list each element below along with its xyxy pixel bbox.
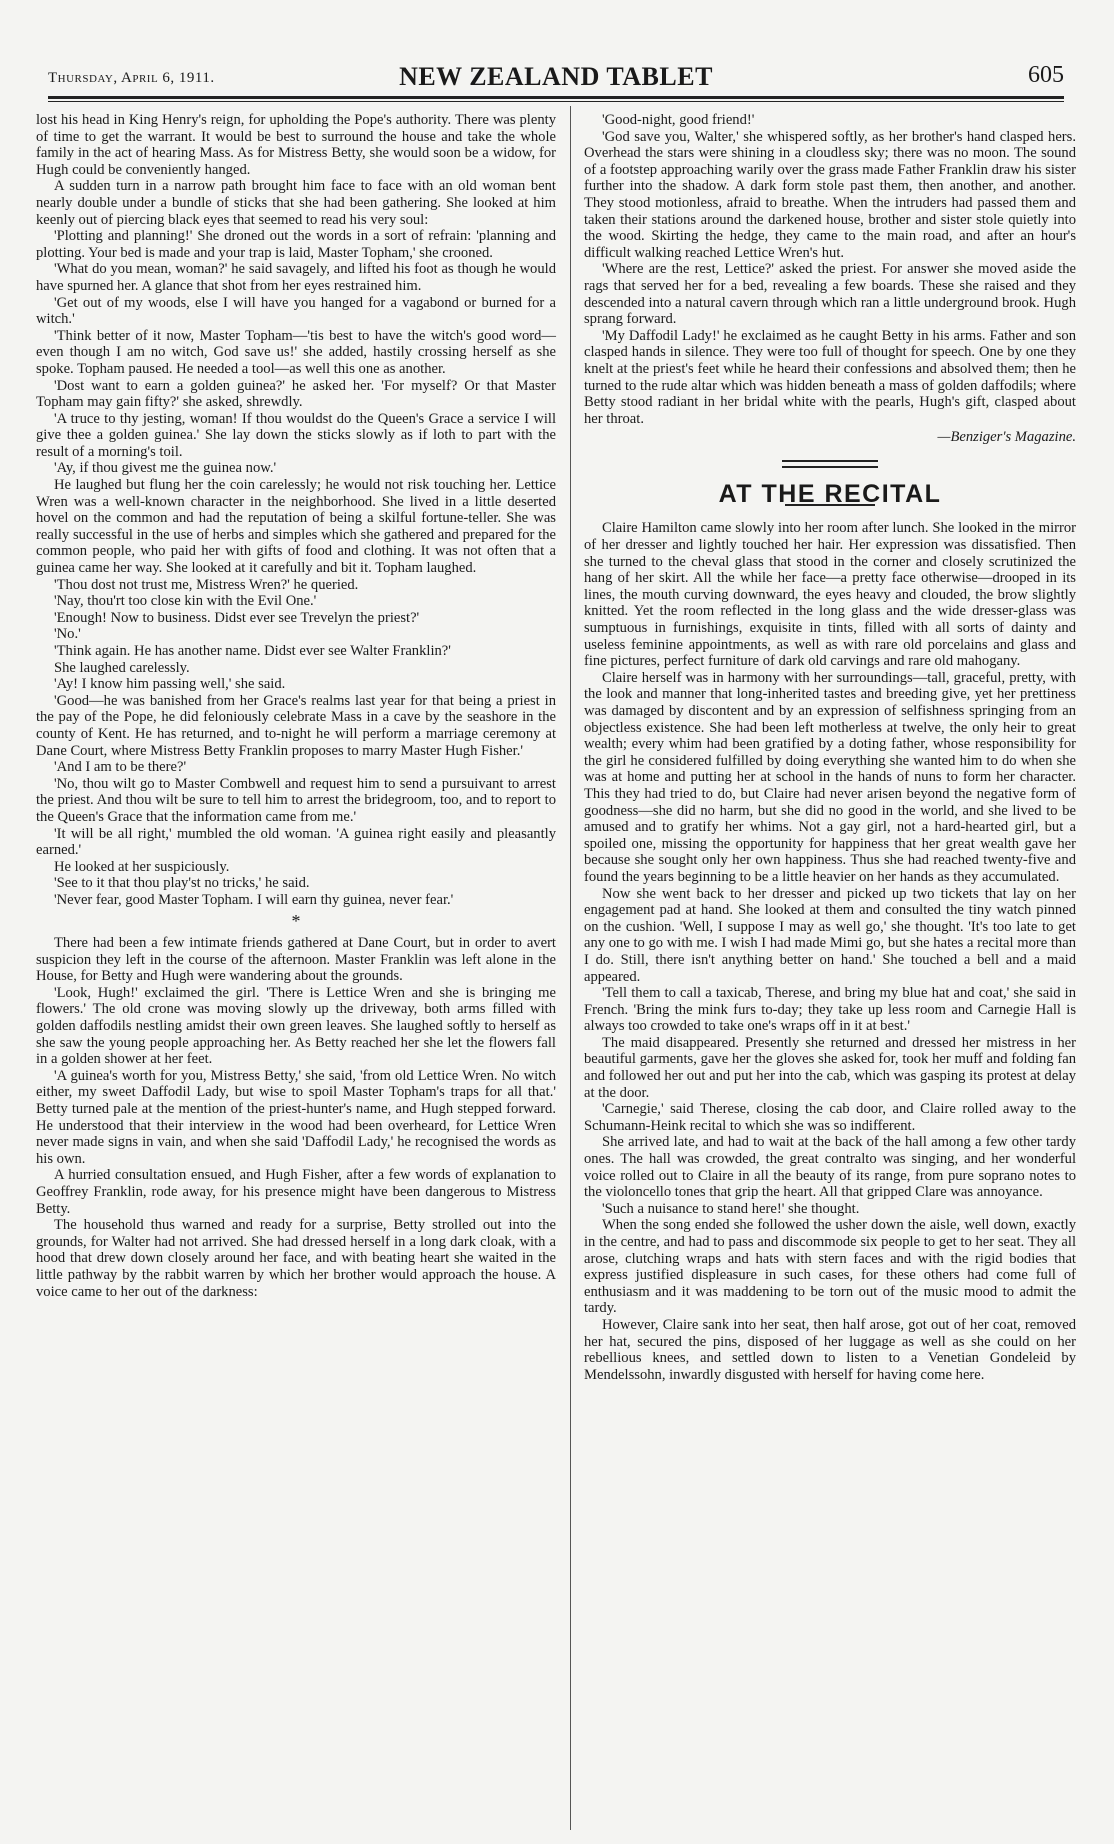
publication-title: NEW ZEALAND TABLET xyxy=(399,62,713,91)
paragraph: 'No, thou wilt go to Master Combwell and request him to send a pursuivant to arrest the priest. And thou wilt be sure to tell him to arrest the bridegroom, too, and to report to the Queen's Grace that the information came from me.' xyxy=(36,775,556,825)
source-credit: —Benziger's Magazine. xyxy=(937,429,1076,446)
section-separator: * xyxy=(291,910,301,931)
paragraph: Claire Hamilton came slowly into her room after lunch. She looked in the mirror of her dresser and lightly touched her hair. Her expression was dissatisfied. Then she turned to the cheval glass that stood in the corner and closely scrutinized the hang of her skirt. All the while her face—a pretty face otherwise—drooped in its lines, the mouth curving downward, the eyes heavy and clouded, the brow slightly knitted. Yet the room reflected in the long glass and the wide dresser-glass was sumptuous in furnishings, exquisite in tints, filled with all sorts of dainty and useless feminine appointments, as well as with rare old porcelains and glass and fine pictures, perfect furniture of dark old carvings and rare old mahogany. xyxy=(584,520,1076,670)
paragraph: 'Thou dost not trust me, Mistress Wren?' he queried. xyxy=(54,576,359,593)
paragraph: The maid disappeared. Presently she returned and dressed her mistress in her beautiful garments, gave her the gloves she asked for, took her muff and folding fan and followed her out and put her into the cab, which was gasping its protest at delay at the door. xyxy=(584,1034,1076,1101)
paragraph: 'A guinea's worth for you, Mistress Betty,' she said, 'from old Lettice Wren. No witch either, my sweet Daffodil Lady, but wise to spoil Master Topham's traps for all that.' Betty turned pale at the mention of the priest-hunter's name, and Hugh stepped forward. He understood that their interview in the wood had been overheard, for Lettice Wren never made signs in vain, and when she said 'Daffodil Lady,' he recognised the words as his own. xyxy=(36,1067,556,1167)
paragraph: 'Tell them to call a taxicab, Therese, and bring my blue hat and coat,' she said in French. 'Bring the mink furs to-day; they take up less room and Carnegie Hall is always too crowded to take one's wraps off in it at best.' xyxy=(584,985,1076,1035)
paragraph: 'Such a nuisance to stand here!' she thought. xyxy=(602,1200,860,1217)
paragraph: 'Never fear, good Master Topham. I will earn thy guinea, never fear.' xyxy=(54,891,454,908)
paragraph: 'And I am to be there?' xyxy=(54,759,187,776)
paragraph: She laughed carelessly. xyxy=(54,659,190,676)
paragraph: 'God save you, Walter,' she whispered softly, as her brother's hand clasped hers. Overhead the stars were shining in a cloudless sky; there was no moon. The sound of a footstep approaching warily over the grass made Father Franklin draw his sister further into the shadow. A dark form stole past them, then another, and another. They stood motionless, afraid to breathe. When the intruders had passed them and taken their stations around the darkened house, brother and sister stole quietly into the wood. Skirting the hedge, they came to the main road, and after an hour's difficult walking reached Lettice Wren's hut. xyxy=(584,128,1076,261)
issue-date: Thursday, April 6, 1911. xyxy=(48,70,215,86)
paragraph: He laughed but flung her the coin carelessly; he would not risk touching her. Lettice Wren was a well-known character in the neighborhood. She lived in a little deserted hovel on the common and had the reputation of being a skilful fortune-teller. She was really successful in the use of herbs and simples which she gathered and prepared for the common people, who paid her with gifts of food and clothing. It was not often that a guinea came her way. She looked at it carefully and bit it. Topham laughed. xyxy=(36,477,556,577)
paragraph: 'Plotting and planning!' She droned out the words in a sort of refrain: 'planning and plotting. Your bed is made and your trap is laid, Master Topham,' she crooned. xyxy=(36,228,556,261)
paragraph: A sudden turn in a narrow path brought him face to face with an old woman bent nearly double under a bundle of sticks that she had been gathering. She looked at him keenly out of piercing black eyes that seemed to read his very soul: xyxy=(36,178,556,228)
paragraph: However, Claire sank into her seat, then half arose, got out of her coat, removed her hat, secured the pins, disposed of her luggage as well as she could on her rebellious knees, and settled down to listen to a Venetian Gondeleid by Mendelssohn, inwardly disgusted with herself for having come here. xyxy=(584,1316,1076,1383)
article-divider xyxy=(782,460,878,468)
paragraph: 'My Daffodil Lady!' he exclaimed as he caught Betty in his arms. Father and son clasped hands in silence. They were too full of thought for speech. One by one they knelt at the priest's feet while he heard their confessions and absolved them; then he turned to the rude altar which was hidden beneath a mass of golden daffodils; where Betty stood radiant in her bridal white with the pearls, Hugh's gift, clasped about her throat. xyxy=(584,327,1076,427)
article-body xyxy=(584,520,1076,1383)
story-continuation-part-two xyxy=(36,935,556,1300)
page-number: 605 xyxy=(1028,62,1064,88)
paragraph: 'Think better of it now, Master Topham—'tis best to have the witch's good word—even though I am no witch, God save us!' she added, hastily crossing herself as she spoke. Topham paused. He needed a tool—as well this one as another. xyxy=(36,327,556,377)
paragraph: 'Dost want to earn a golden guinea?' he asked her. 'For myself? Or that Master Topham may gain fifty?' she asked, shrewdly. xyxy=(36,377,556,411)
paragraph: He looked at her suspiciously. xyxy=(54,858,230,875)
paragraph: 'See to it that thou play'st no tricks,' he said. xyxy=(54,875,310,892)
paragraph: She arrived late, and had to wait at the back of the hall among a few other tardy ones. The hall was crowded, the great contralto was singing, and her wonderful voice rolled out to Claire in all the beauty of its range, from pure soprano notes to the violoncello tones that grip the heart. All that gripped Clare was annoyance. xyxy=(584,1134,1076,1201)
paragraph: 'Enough! Now to business. Didst ever see Trevelyn the priest?' xyxy=(54,609,420,626)
paragraph: There had been a few intimate friends gathered at Dane Court, but in order to avert suspicion they left in the course of the afternoon. Master Franklin was left alone in the House, for Betty and Hugh were wandering about the grounds. xyxy=(36,935,556,985)
article-title: AT THE RECITAL xyxy=(718,479,942,508)
paragraph: 'Look, Hugh!' exclaimed the girl. 'There is Lettice Wren and she is bringing me flowers.' The old crone was moving slowly up the driveway, both arms filled with golden daffodils nestling amidst their own green leaves. She laughed softly to herself as she saw the young people approaching her. As Betty reached her she let the flowers fall in a golden shower at her feet. xyxy=(36,984,556,1068)
paragraph: 'No.' xyxy=(54,626,81,643)
paragraph: 'Good—he was banished from her Grace's realms last year for that being a priest in the pay of the Pope, he did feloniously celebrate Mass in a cave by the seashore in the county of Kent. He has returned, and to-night he will perform a marriage ceremony at Dane Court, where Mistress Betty Franklin proposes to marry Master Hugh Fisher.' xyxy=(36,692,556,759)
paragraph: 'A truce to thy jesting, woman! If thou wouldst do the Queen's Grace a service I will give thee a golden guinea.' She lay down the sticks slowly as if loth to part with the result of a morning's toil. xyxy=(36,410,556,460)
story-continuation xyxy=(36,112,556,909)
right-column xyxy=(584,112,1076,1383)
paragraph: 'Good-night, good friend!' xyxy=(602,112,755,128)
paragraph: 'Ay! I know him passing well,' she said. xyxy=(54,676,286,693)
story-conclusion xyxy=(584,112,1076,427)
column-divider xyxy=(570,106,571,1830)
paragraph: 'Nay, thou'rt too close kin with the Evil One.' xyxy=(54,593,317,610)
header-rule-thin xyxy=(48,101,1064,102)
left-column xyxy=(36,112,556,1300)
paragraph: A hurried consultation ensued, and Hugh Fisher, after a few words of explanation to Geoffrey Franklin, rode away, for his presence might have been dangerous to Mistress Betty. xyxy=(36,1167,556,1217)
paragraph: The household thus warned and ready for a surprise, Betty strolled out into the grounds, for Walter had not arrived. She had dressed herself in a long dark cloak, with a hood that drew down closely around her face, and with beating heart she waited in the little pathway by the rabbit warren by which her brother would approach the house. A voice came to her out of the darkness: xyxy=(36,1217,556,1300)
paragraph: Now she went back to her dresser and picked up two tickets that lay on her engagement pad at hand. She looked at them and consulted the tiny watch pinned on the cushion. 'Well, I suppose I may as well go,' she thought. 'It's too late to get any one to go with me. I wish I had made Mimi go, but she hates a recital more than I do. Still, there isn't anything better on hand.' She touched a bell and a maid appeared. xyxy=(584,885,1076,985)
header-rule xyxy=(48,96,1064,99)
page-header xyxy=(48,62,1064,92)
paragraph: 'Carnegie,' said Therese, closing the cab door, and Claire rolled away to the Schumann-Heink recital to which she was so indifferent. xyxy=(584,1101,1076,1134)
paragraph: 'Think again. He has another name. Didst ever see Walter Franklin?' xyxy=(54,643,451,659)
paragraph: 'Where are the rest, Lettice?' asked the priest. For answer she moved aside the rags that served her for a bed, revealing a few boards. These she raised and they descended into a natural cavern through which ran a little underground brook. Hugh sprang forward. xyxy=(584,261,1076,328)
paragraph: 'What do you mean, woman?' he said savagely, and lifted his foot as though he would have spurned her. A glance that shot from her eyes restrained him. xyxy=(36,261,556,294)
paragraph: Claire herself was in harmony with her surroundings—tall, graceful, pretty, with the look and manner that long-inherited tastes and breeding give, yet her prettiness was damaged by discontent and by an expression of selfishness springing from an objectless existence. She had been left motherless at twelve, the only heir to great wealth; every whim had been gratified by a doting father, whose responsibility for the girl he considered fulfilled by doing everything she wanted him to do when she was at home and putting her at school in the hands of nuns to form her character. This they had tried to do, but Claire had never arisen beyond the negative form of goodness—she did no harm, but she did no good in the world, and she lived to be amused and to gratify her whims. Not a gay girl, not a hard-hearted girl, but a spoiled one, missing the opportunity for happiness that her great wealth gave her because she sought only her own happiness. Thus she had reached twenty-five and found the years beginning to be a little heavier on her hands as they accumulated. xyxy=(584,669,1076,885)
paragraph: 'Ay, if thou givest me the guinea now.' xyxy=(54,460,277,477)
paragraph: 'Get out of my woods, else I will have you hanged for a vagabond or burned for a witch.' xyxy=(36,294,556,328)
paragraph: When the song ended she followed the usher down the aisle, well down, exactly in the centre, and had to pass and discommode six people to get to her seat. They all arose, clutching wraps and hats with stern faces and with the rigid bodies that express justified displeasure in such cases, for these others had come full of enthusiasm and it was maddening to be torn out of the music mood to admit the tardy. xyxy=(584,1217,1076,1317)
paragraph: lost his head in King Henry's reign, for upholding the Pope's authority. There was plenty of time to get the warrant. It would be best to surround the house and take the whole family in the act of hearing Mass. As for Mistress Betty, she would soon be a widow, for Hugh could be conveniently hanged. xyxy=(36,112,556,178)
paragraph: 'It will be all right,' mumbled the old woman. 'A guinea right easily and pleasantly earned.' xyxy=(36,825,556,859)
